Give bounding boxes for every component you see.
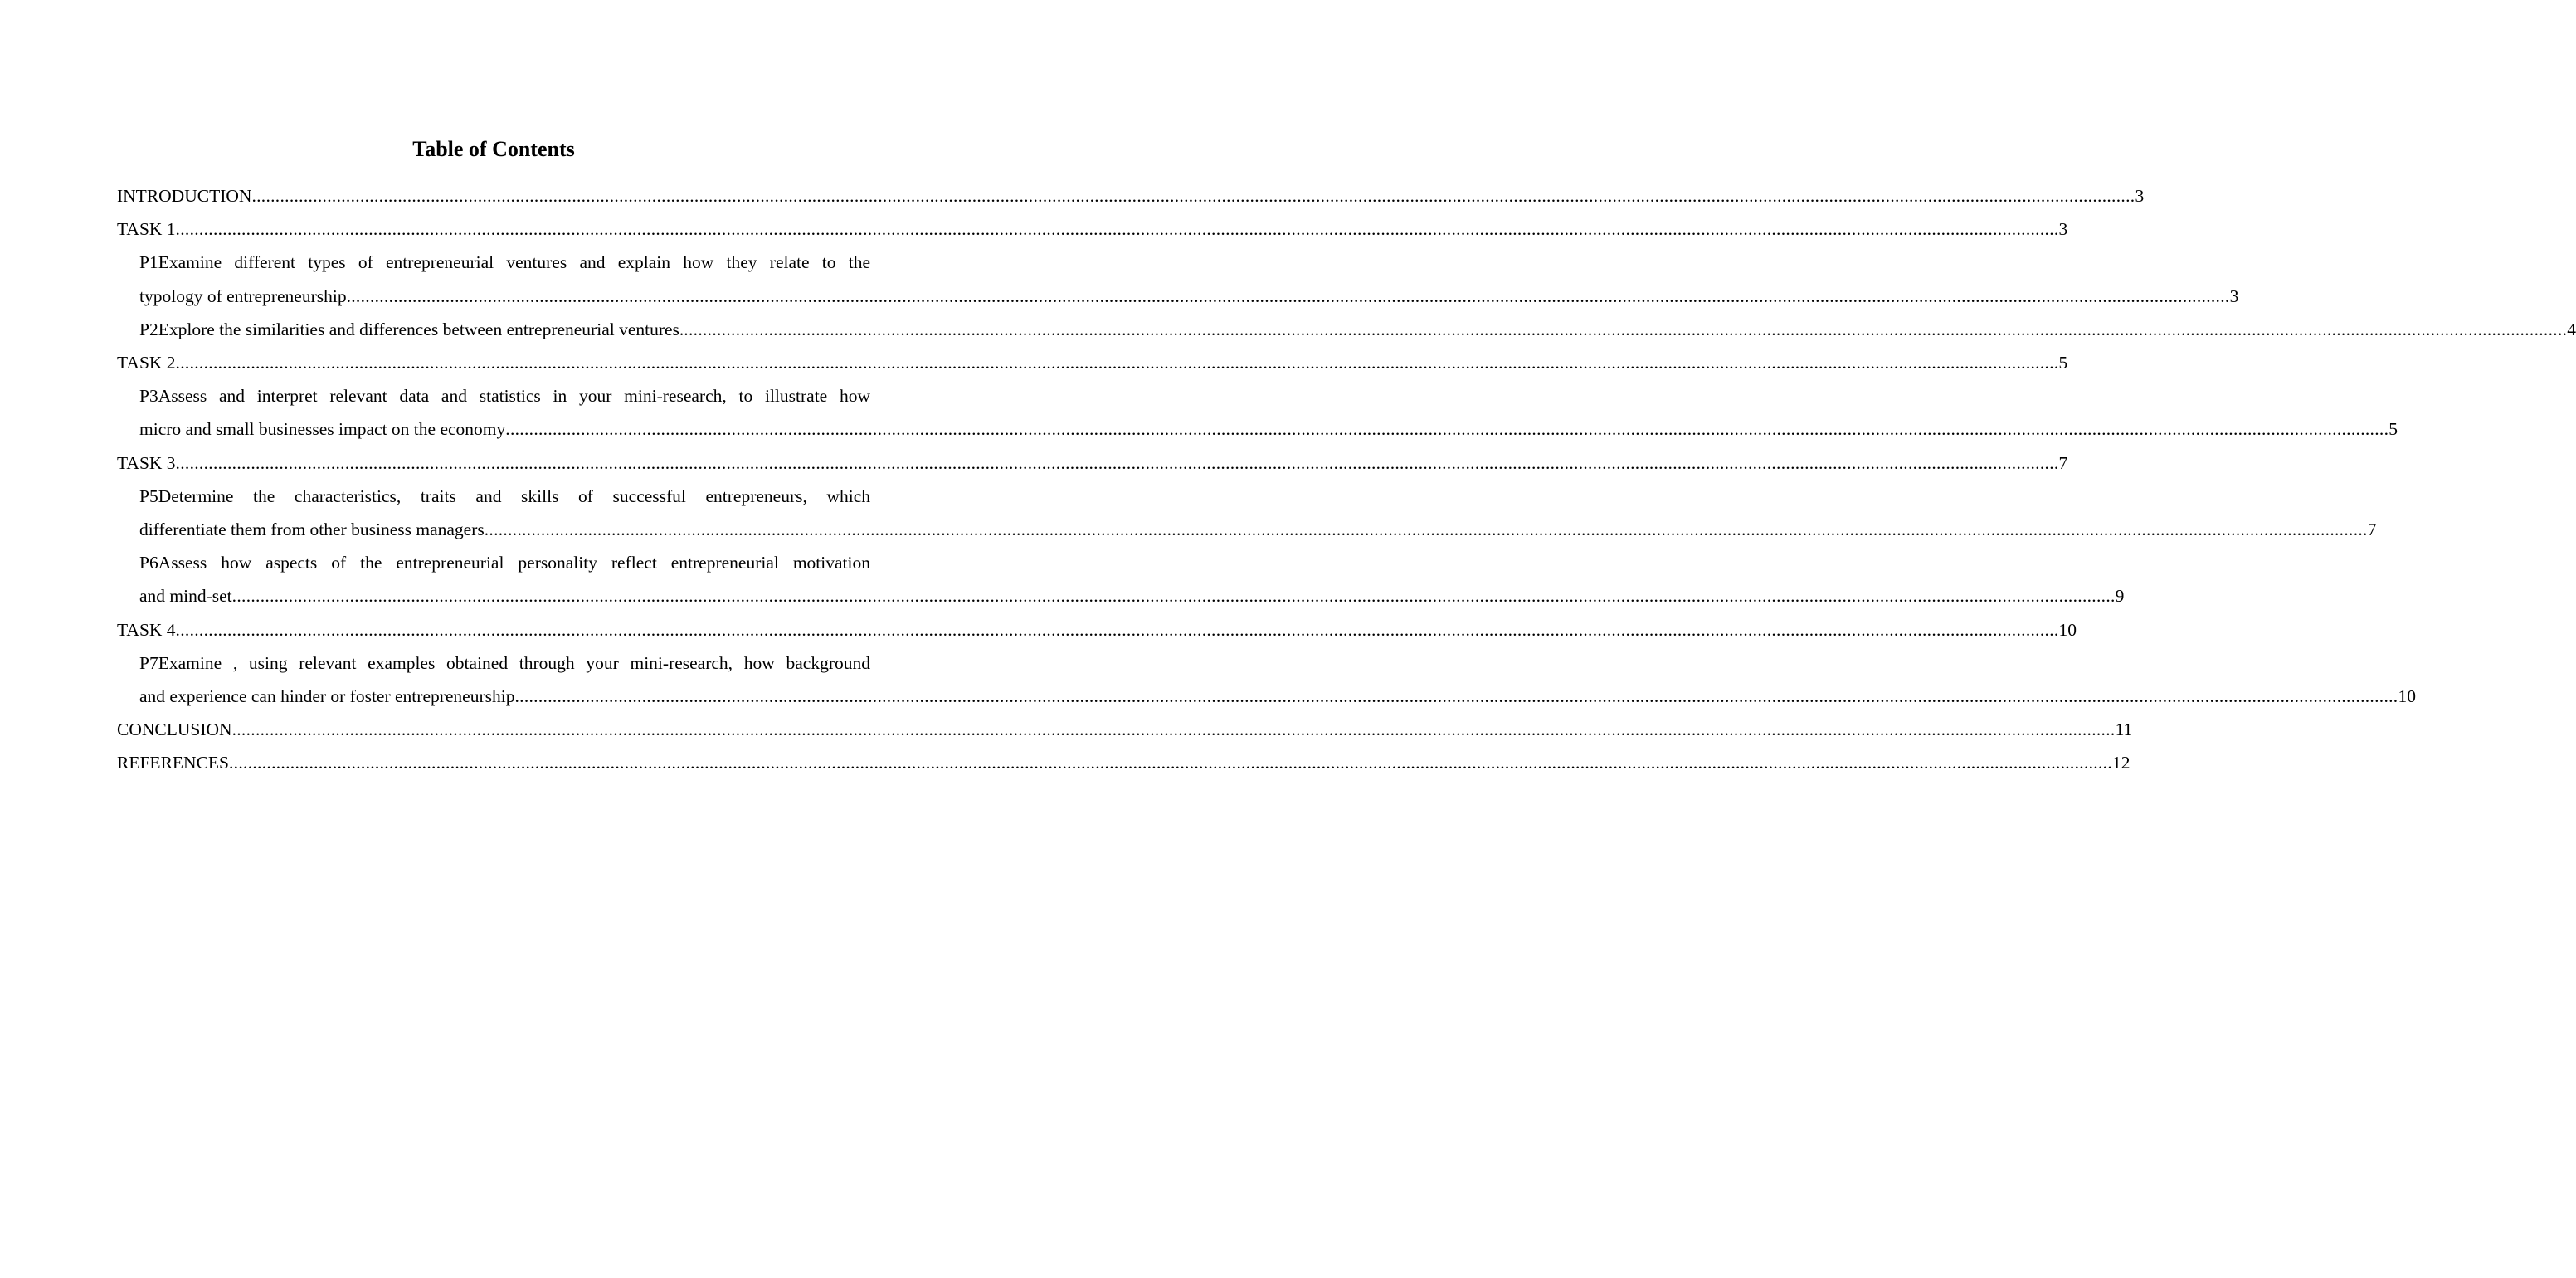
dot-leader: ................................................................................................................................................................................................................................................................................................................................................................................................................ [484, 519, 2368, 540]
toc-entry[interactable] [117, 313, 2576, 346]
toc-entry[interactable] [117, 546, 2125, 612]
dot-leader: ................................................................................................................................................................................................................................................................................................................................................................................................................ [251, 186, 2135, 206]
toc-page-number: 10 [2398, 686, 2416, 707]
toc-entry-title: TASK 1 [117, 219, 176, 240]
toc-entry[interactable] [117, 746, 2130, 779]
toc-entry-heading: P3Assess and interpret relevant data and statistics in your mini-research, to illustrate how [139, 386, 870, 407]
dot-leader: ................................................................................................................................................................................................................................................................................................................................................................................................................ [231, 586, 2116, 607]
dot-leader: ................................................................................................................................................................................................................................................................................................................................................................................................................ [346, 285, 2230, 306]
toc-page-number: 7 [2367, 519, 2377, 540]
toc-entry[interactable] [117, 480, 2377, 546]
toc-entry-title: TASK 3 [117, 452, 176, 473]
toc-entry-heading: P7Examine , using relevant examples obtained through your mini-research, how background [139, 652, 870, 673]
toc-entry[interactable] [117, 713, 2133, 746]
toc-entry-title: P2Explore the similarities and differences between entrepreneurial ventures. [139, 319, 684, 339]
dot-leader: ................................................................................................................................................................................................................................................................................................................................................................................................................ [175, 353, 2059, 373]
toc-page-number: 9 [2115, 586, 2125, 607]
dot-leader: ................................................................................................................................................................................................................................................................................................................................................................................................................ [231, 719, 2116, 740]
toc-entry-title: TASK 4 [117, 619, 176, 640]
dot-leader: ................................................................................................................................................................................................................................................................................................................................................................................................................ [175, 219, 2059, 240]
dot-leader: ................................................................................................................................................................................................................................................................................................................................................................................................................ [505, 419, 2389, 440]
toc-entry-title: TASK 2 [117, 353, 176, 373]
toc-entry-title: and mind-set [139, 586, 232, 607]
toc-page-number: 10 [2058, 619, 2077, 640]
toc-entry-title: micro and small businesses impact on the economy [139, 419, 506, 440]
toc-entry-title: REFERENCES [117, 753, 229, 773]
toc-entry[interactable] [117, 446, 2068, 480]
dot-leader: ................................................................................................................................................................................................................................................................................................................................................................................................................ [175, 619, 2059, 640]
toc-entry[interactable] [117, 613, 2077, 646]
dot-leader: ................................................................................................................................................................................................................................................................................................................................................................................................................ [175, 452, 2059, 473]
toc-entry[interactable] [117, 179, 2145, 212]
toc-entry-heading: P5Determine the characteristics, traits and skills of successful entrepreneurs, which [139, 485, 870, 506]
toc-page-number: 3 [2229, 285, 2239, 306]
table-of-contents [117, 179, 2576, 780]
toc-entry[interactable] [117, 346, 2068, 379]
toc-entry-title: typology of entrepreneurship [139, 285, 347, 306]
page-title: Table of Contents [412, 137, 575, 161]
toc-page-number: 5 [2058, 353, 2068, 373]
toc-page-number: 4 [2567, 319, 2576, 339]
dot-leader: ................................................................................................................................................................................................................................................................................................................................................................................................................ [229, 753, 2112, 773]
toc-entry-title: and experience can hinder or foster entrepreneurship [139, 686, 515, 707]
toc-entry-title: CONCLUSION [117, 719, 232, 740]
toc-entry-heading: P1Examine different types of entrepreneurial ventures and explain how they relate to the [139, 252, 870, 273]
toc-entry-title: differentiate them from other business managers [139, 519, 485, 540]
toc-page-number: 5 [2389, 419, 2398, 440]
toc-entry[interactable] [117, 379, 2398, 446]
toc-entry-heading: P6Assess how aspects of the entrepreneurial personality reflect entrepreneurial motivation [139, 553, 870, 573]
dot-leader: ................................................................................................................................................................................................................................................................................................................................................................................................................ [514, 686, 2398, 707]
toc-entry[interactable] [117, 246, 2239, 312]
toc-page-number: 3 [2058, 219, 2068, 240]
toc-page-number: 3 [2135, 186, 2145, 206]
toc-page-number: 7 [2058, 452, 2068, 473]
toc-entry-title: INTRODUCTION [117, 186, 252, 206]
toc-page-number: 11 [2115, 719, 2133, 740]
toc-entry[interactable] [117, 646, 2416, 713]
toc-page-number: 12 [2112, 753, 2130, 773]
toc-entry[interactable] [117, 212, 2068, 246]
dot-leader: ................................................................................................................................................................................................................................................................................................................................................................................................................ [684, 319, 2568, 339]
